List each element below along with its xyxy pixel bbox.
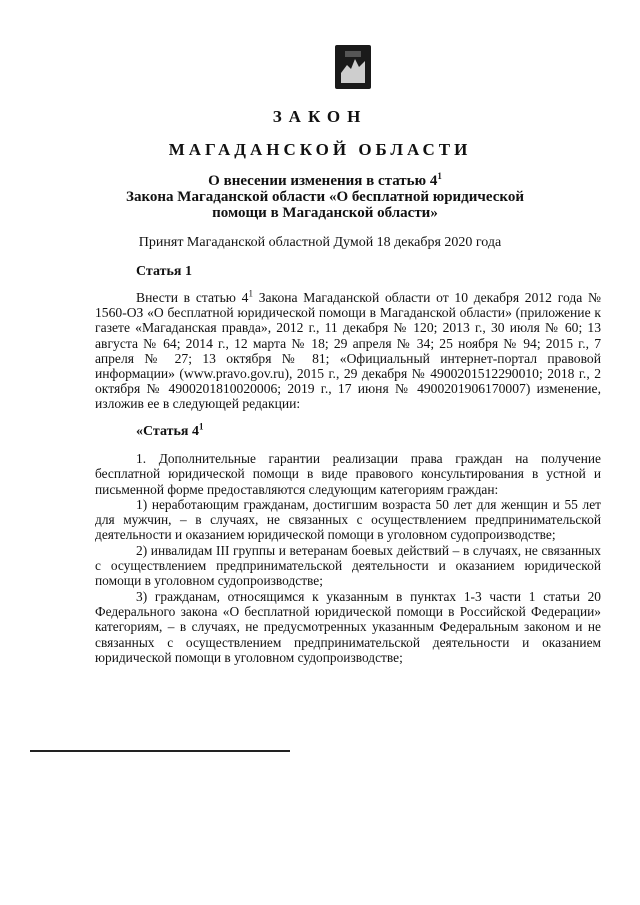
subtitle-sup: 1 bbox=[437, 171, 442, 181]
law-title: ЗАКОН bbox=[272, 107, 368, 126]
paragraph: 2) инвалидам III группы и ветеранам боевых действий – в случаях, не связанных с осуществлением предпринимательской деятельности и оказанием юридической помощи в уголовном судопроизводстве; bbox=[95, 542, 601, 589]
quoted-heading-sup: 1 bbox=[198, 421, 204, 432]
subtitle-pre: О внесении изменения в статью 4 bbox=[208, 173, 438, 189]
coat-of-arms-emblem bbox=[333, 43, 373, 91]
paragraph: 3) гражданам, относящимся к указанным в пунктах 1-3 части 1 статьи 20 Федерального закона «О бесплатной юридической помощи в Российской Федерации» категориям, – в случаях, не предусмотренных указанным Федеральным законом и не связанных с осуществлением предпринимательской деятельности и оказанием юридической помощи в уголовном судопроизводстве; bbox=[95, 588, 601, 665]
adoption-line: Принят Магаданской областной Думой 18 декабря 2020 года bbox=[138, 235, 502, 250]
quoted-heading-pre: «Статья 4 bbox=[136, 424, 199, 439]
paragraph: 1. Дополнительные гарантии реализации права граждан на получение бесплатной юридической помощи в виде правового консультирования в устной и письменной форме предоставляются следующим категориям граждан: bbox=[95, 451, 601, 497]
paragraph: 1) неработающим гражданам, достигшим возраста 50 лет для женщин и 55 лет для мужчин, – в случаях, не связанных с осуществлением предпринимательской деятельности и оказанием юридической помощи в уголовном судопроизводстве; bbox=[95, 496, 601, 543]
footnote-divider bbox=[30, 750, 290, 752]
quoted-article-body bbox=[95, 451, 601, 665]
article-1-text-sup: 1 bbox=[248, 288, 253, 299]
law-subtitle bbox=[100, 173, 550, 221]
article-1-text bbox=[95, 290, 601, 412]
quoted-article-heading bbox=[136, 421, 204, 440]
subtitle-rest: Закона Магаданской области «О бесплатной юридической помощи в Магаданской области» bbox=[126, 189, 524, 221]
article-1-text-rest: Закона Магаданской области от 10 декабря 2012 года № 1560-ОЗ «О бесплатной юридической помощи в Магаданской области» (приложение к газете «Магаданская правда», 2012 г., 11 декабря № 120; 2013 г., 30 июля № 60; 13 августа № 64; 2014 г., 12 марта № 18; 29 апреля № 34; 25 ноября № 94; 2015 г., 7 апреля № 27; 13 октября № 81; «Официальный интернет-портал правовой информации» (www.pravo.gov.ru), 2015 г., 29 декабря № 4900201512290010; 2018 г., 2 октября № 4900201810020006; 2019 г., 17 июня № 4900201906170007) изменение, изложив ее в следующей редакции: bbox=[95, 290, 601, 412]
article-1-heading: Статья 1 bbox=[136, 264, 192, 279]
article-1-text-pre: Внести в статью 4 bbox=[136, 290, 249, 305]
region-title: МАГАДАНСКОЙ ОБЛАСТИ bbox=[168, 140, 472, 159]
